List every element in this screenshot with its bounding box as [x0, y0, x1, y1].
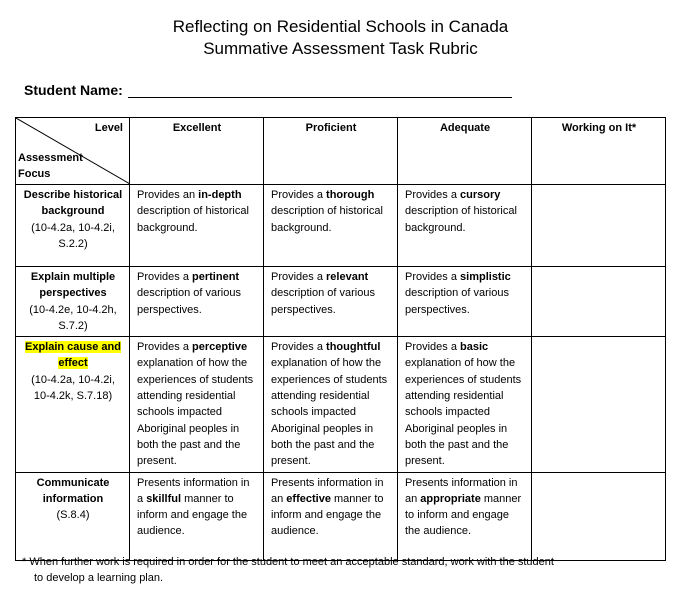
focus-code: (S.8.4)	[56, 509, 90, 522]
excellent-cell: Provides a pertinent description of various perspectives.	[130, 267, 264, 337]
document-title: Reflecting on Residential Schools in Canada	[172, 17, 509, 36]
rubric-row	[16, 185, 666, 267]
key-term: perceptive	[192, 341, 248, 354]
adequate-cell: Presents information in an appropriate manner to inform and engage the audience.	[398, 472, 532, 560]
rubric-table	[15, 117, 666, 561]
working-cell	[532, 267, 666, 337]
key-term: pertinent	[192, 271, 240, 283]
proficient-cell: Provides a thoughtful explanation of how the experiences of students attending residential schools impacted Aboriginal peoples in both the past and the present.	[264, 337, 398, 472]
focus-cell	[16, 267, 130, 337]
excellent-cell: Provides an in-depth description of historical background.	[130, 185, 264, 267]
focus-cell	[16, 472, 130, 560]
working-cell	[532, 337, 666, 472]
key-term: simplistic	[460, 271, 511, 283]
key-term: appropriate	[420, 492, 481, 505]
adequate-cell: Provides a basic explanation of how the experiences of students attending residential schools impacted Aboriginal peoples in both the past and the present.	[398, 337, 532, 472]
key-term: thorough	[326, 189, 375, 201]
assessment-focus-header: Assessment Focus	[18, 152, 83, 180]
student-name-row	[24, 82, 512, 98]
proficient-cell: Provides a thorough description of historical background.	[264, 185, 398, 267]
key-term: thoughtful	[326, 341, 381, 354]
proficient-cell: Presents information in an effective manner to inform and engage the audience.	[264, 472, 398, 560]
highlighted-focus-title: Explain cause and effect	[25, 341, 121, 370]
focus-title: Describe historical background	[23, 189, 123, 218]
working-header: Working on It*	[532, 118, 666, 185]
excellent-cell: Presents information in a skillful manner to inform and engage the audience.	[130, 472, 264, 560]
working-cell	[532, 472, 666, 560]
focus-cell	[16, 337, 130, 472]
focus-cell	[16, 185, 130, 267]
rubric-row	[16, 267, 666, 337]
focus-title	[23, 339, 123, 372]
focus-code: (10-4.2a, 10-4.2i, S.2.2)	[31, 221, 115, 250]
corner-header-cell	[16, 118, 130, 185]
working-cell	[532, 185, 666, 267]
adequate-cell: Provides a cursory description of historical background.	[398, 185, 532, 267]
focus-code: (10-4.2a, 10-4.2i, 10-4.2k, S.7.18)	[31, 373, 115, 403]
excellent-cell: Provides a perceptive explanation of how the experiences of students attending residential schools impacted Aboriginal peoples in both the past and the present.	[130, 337, 264, 472]
rubric-row	[16, 472, 666, 560]
key-term: relevant	[326, 271, 369, 283]
rubric-row	[16, 337, 666, 472]
focus-title: Communicate information	[36, 476, 110, 505]
key-term: basic	[460, 341, 489, 354]
focus-title: Explain multiple perspectives	[30, 271, 116, 300]
proficient-cell: Provides a relevant description of various perspectives.	[264, 267, 398, 337]
proficient-header: Proficient	[264, 118, 398, 185]
header-row	[16, 118, 666, 185]
student-name-label: Student Name:	[24, 82, 123, 98]
excellent-header: Excellent	[130, 118, 264, 185]
footnote-line-1: * When further work is required in order for the student to meet an acceptable standard, work with the student	[22, 556, 554, 568]
document-subtitle: Summative Assessment Task Rubric	[203, 39, 478, 58]
footnote-line-2: to develop a learning plan.	[34, 571, 164, 584]
key-term: effective	[286, 492, 331, 505]
level-header: Level	[94, 122, 123, 134]
key-term: in-depth	[198, 189, 242, 201]
focus-code: (10-4.2e, 10-4.2h, S.7.2)	[29, 303, 117, 332]
student-name-blank-line[interactable]	[128, 83, 512, 98]
footnote	[22, 555, 554, 586]
key-term: skillful	[146, 492, 182, 505]
adequate-header: Adequate	[398, 118, 532, 185]
key-term: cursory	[460, 189, 501, 201]
adequate-cell: Provides a simplistic description of various perspectives.	[398, 267, 532, 337]
